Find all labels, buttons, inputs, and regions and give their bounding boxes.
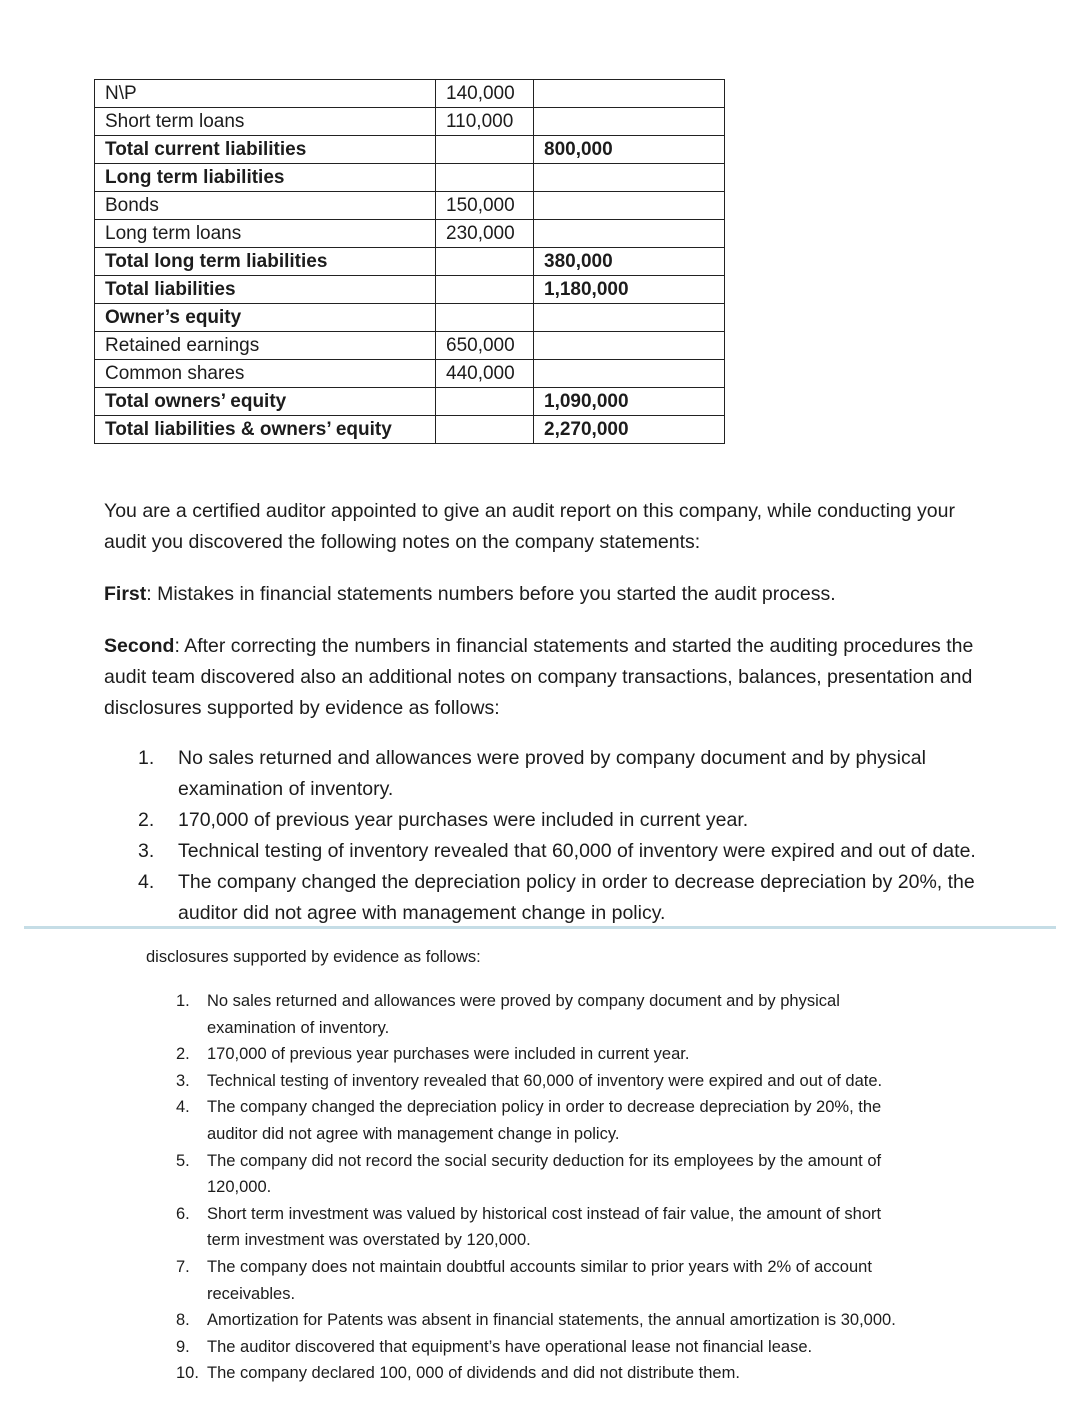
row-amount — [436, 416, 534, 444]
row-amount — [436, 248, 534, 276]
row-label: Bonds — [95, 192, 436, 220]
list-text-line: Technical testing of inventory revealed that 60,000 of inventory were expired and out of date. — [207, 1071, 883, 1090]
row-total — [534, 80, 725, 108]
list-text-line: No sales returned and allowances were proved by company document and by physical — [178, 747, 926, 769]
list-text-line: auditor did not agree with management change in policy. — [178, 902, 666, 924]
row-total: 2,270,000 — [534, 416, 725, 444]
list-item — [176, 1334, 976, 1361]
list-number: 5. — [176, 1151, 190, 1170]
list-text-line: 120,000. — [207, 1178, 272, 1197]
list-number: 4. — [176, 1098, 190, 1117]
list-text-line: The company did not record the social security deduction for its employees by the amount of — [207, 1151, 882, 1170]
list-item — [176, 1041, 976, 1068]
row-total — [534, 332, 725, 360]
list-text-line: 170,000 of previous year purchases were included in current year. — [207, 1045, 690, 1064]
notes-list-page2 — [176, 988, 976, 1387]
list-item — [176, 988, 976, 1041]
list-text-line: Short term investment was valued by historical cost instead of fair value, the amount of short — [207, 1204, 882, 1223]
balance-row — [95, 108, 725, 136]
row-label: Owner’s equity — [95, 304, 436, 332]
row-amount: 140,000 — [436, 80, 534, 108]
intro-line: You are a certified auditor appointed to give an audit report on this company, while conducting your — [104, 500, 955, 522]
row-label: Total current liabilities — [95, 136, 436, 164]
row-amount — [436, 164, 534, 192]
notes-list-page1 — [138, 743, 1038, 929]
list-number: 3. — [138, 840, 155, 862]
balance-row — [95, 164, 725, 192]
second-line: : After correcting the numbers in financial statements and started the auditing procedures the — [174, 635, 974, 657]
row-total: 1,180,000 — [534, 276, 725, 304]
row-label: Long term loans — [95, 220, 436, 248]
list-text-line: Technical testing of inventory revealed that 60,000 of inventory were expired and out of date. — [178, 840, 976, 862]
list-item — [138, 867, 1038, 929]
row-label: Total owners’ equity — [95, 388, 436, 416]
row-label: Retained earnings — [95, 332, 436, 360]
balance-row — [95, 192, 725, 220]
list-item — [176, 1254, 976, 1307]
balance-row — [95, 136, 725, 164]
second-paragraph — [104, 631, 1044, 724]
list-text-line: examination of inventory. — [207, 1018, 390, 1037]
list-number: 7. — [176, 1257, 190, 1276]
list-text-line: Amortization for Patents was absent in financial statements, the annual amortization is 30,000. — [207, 1311, 896, 1330]
row-total — [534, 304, 725, 332]
list-number: 6. — [176, 1204, 190, 1223]
row-label: Short term loans — [95, 108, 436, 136]
row-amount: 110,000 — [436, 108, 534, 136]
list-number: 1. — [138, 747, 155, 769]
list-text-line: auditor did not agree with management change in policy. — [207, 1124, 620, 1143]
page2-heading: disclosures supported by evidence as follows: — [146, 948, 481, 966]
second-line: audit team discovered also an additional notes on company transactions, balances, presentation and — [104, 666, 973, 688]
row-total: 1,090,000 — [534, 388, 725, 416]
list-item — [176, 1201, 976, 1254]
balance-row — [95, 248, 725, 276]
row-amount — [436, 388, 534, 416]
row-total: 380,000 — [534, 248, 725, 276]
balance-row — [95, 220, 725, 248]
list-number: 10. — [176, 1364, 199, 1383]
first-text: : Mistakes in financial statements numbers before you started the audit process. — [146, 583, 836, 605]
row-amount — [436, 304, 534, 332]
list-number: 2. — [176, 1045, 190, 1064]
list-item — [138, 805, 1038, 836]
row-label: Common shares — [95, 360, 436, 388]
list-item — [176, 1068, 976, 1095]
list-item — [176, 1307, 976, 1334]
list-item — [176, 1094, 976, 1147]
list-number: 8. — [176, 1311, 190, 1330]
balance-row — [95, 276, 725, 304]
page-divider — [24, 926, 1056, 929]
second-line: disclosures supported by evidence as follows: — [104, 697, 500, 719]
row-label: Total liabilities — [95, 276, 436, 304]
balance-row — [95, 332, 725, 360]
list-number: 9. — [176, 1337, 190, 1356]
list-text-line: term investment was overstated by 120,000. — [207, 1231, 531, 1250]
row-label: Long term liabilities — [95, 164, 436, 192]
first-paragraph — [104, 579, 1044, 610]
intro-paragraph — [104, 496, 1044, 558]
balance-row — [95, 80, 725, 108]
balance-row — [95, 304, 725, 332]
list-text-line: No sales returned and allowances were proved by company document and by physical — [207, 992, 840, 1010]
intro-line: audit you discovered the following notes on the company statements: — [104, 531, 701, 553]
row-total — [534, 360, 725, 388]
list-item — [176, 1360, 976, 1387]
second-label: Second — [104, 635, 175, 657]
row-label: N\P — [95, 80, 436, 108]
row-amount: 150,000 — [436, 192, 534, 220]
list-number: 4. — [138, 871, 155, 893]
row-label: Total liabilities & owners’ equity — [95, 416, 436, 444]
balance-row — [95, 388, 725, 416]
list-text-line: receivables. — [207, 1284, 296, 1303]
list-text-line: examination of inventory. — [178, 778, 394, 800]
balance-row — [95, 416, 725, 444]
list-number: 3. — [176, 1071, 190, 1090]
row-label: Total long term liabilities — [95, 248, 436, 276]
list-text-line: The company declared 100, 000 of dividends and did not distribute them. — [207, 1364, 740, 1383]
list-item — [138, 743, 1038, 805]
row-total — [534, 108, 725, 136]
row-amount: 440,000 — [436, 360, 534, 388]
list-text-line: The company changed the depreciation policy in order to decrease depreciation by 20%, the — [207, 1098, 882, 1117]
row-total: 800,000 — [534, 136, 725, 164]
row-amount: 230,000 — [436, 220, 534, 248]
first-label: First — [104, 583, 147, 605]
list-text-line: 170,000 of previous year purchases were included in current year. — [178, 809, 749, 831]
row-amount — [436, 276, 534, 304]
list-item — [138, 836, 1038, 867]
row-total — [534, 164, 725, 192]
row-total — [534, 192, 725, 220]
row-amount — [436, 136, 534, 164]
row-amount: 650,000 — [436, 332, 534, 360]
balance-row — [95, 360, 725, 388]
list-number: 2. — [138, 809, 155, 831]
list-text-line: The company changed the depreciation policy in order to decrease depreciation by 20%, the — [178, 871, 975, 893]
list-text-line: The auditor discovered that equipment’s have operational lease not financial lease. — [207, 1337, 813, 1356]
list-item — [176, 1148, 976, 1201]
list-number: 1. — [176, 992, 190, 1010]
balance-sheet-table — [94, 79, 725, 444]
list-text-line: The company does not maintain doubtful accounts similar to prior years with 2% of account — [207, 1257, 872, 1276]
row-total — [534, 220, 725, 248]
